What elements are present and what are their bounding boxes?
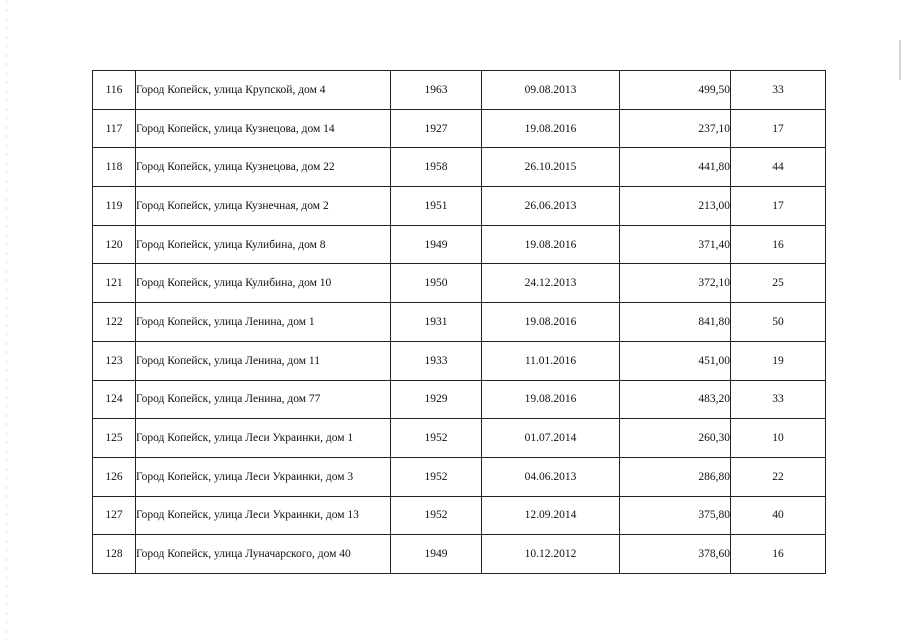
area-cell: 441,80 [620,148,731,187]
table-row [93,380,826,419]
address-cell: Город Копейск, улица Ленина, дом 11 [136,341,391,380]
date-cell: 11.01.2016 [482,341,620,380]
build-year-cell: 1950 [391,264,482,303]
table-row [93,225,826,264]
address-cell: Город Копейск, улица Ленина, дом 77 [136,380,391,419]
row-number-cell: 126 [93,457,136,496]
build-year-cell: 1951 [391,187,482,226]
address-cell: Город Копейск, улица Кузнечная, дом 2 [136,187,391,226]
area-cell: 372,10 [620,264,731,303]
build-year-cell: 1933 [391,341,482,380]
date-cell: 01.07.2014 [482,419,620,458]
row-number-cell: 125 [93,419,136,458]
row-number-cell: 124 [93,380,136,419]
table-row [93,341,826,380]
build-year-cell: 1931 [391,303,482,342]
area-cell: 213,00 [620,187,731,226]
row-number-cell: 119 [93,187,136,226]
date-cell: 04.06.2013 [482,457,620,496]
table-row [93,148,826,187]
address-cell: Город Копейск, улица Леси Украинки, дом 1 [136,419,391,458]
count-cell: 33 [731,380,826,419]
date-cell: 26.06.2013 [482,187,620,226]
date-cell: 24.12.2013 [482,264,620,303]
date-cell: 19.08.2016 [482,109,620,148]
row-number-cell: 127 [93,496,136,535]
area-cell: 286,80 [620,457,731,496]
count-cell: 16 [731,535,826,574]
row-number-cell: 118 [93,148,136,187]
table-row [93,496,826,535]
registry-table-body [93,71,826,574]
table-row [93,71,826,110]
scan-edge-right [899,40,901,80]
date-cell: 19.08.2016 [482,225,620,264]
area-cell: 260,30 [620,419,731,458]
count-cell: 33 [731,71,826,110]
area-cell: 841,80 [620,303,731,342]
build-year-cell: 1952 [391,496,482,535]
address-cell: Город Копейск, улица Кулибина, дом 8 [136,225,391,264]
area-cell: 451,00 [620,341,731,380]
scan-edge-left [6,0,7,640]
table-row [93,187,826,226]
address-cell: Город Копейск, улица Кузнецова, дом 22 [136,148,391,187]
area-cell: 237,10 [620,109,731,148]
count-cell: 16 [731,225,826,264]
build-year-cell: 1952 [391,457,482,496]
count-cell: 17 [731,109,826,148]
row-number-cell: 117 [93,109,136,148]
count-cell: 19 [731,341,826,380]
row-number-cell: 120 [93,225,136,264]
table-row [93,419,826,458]
table-row [93,109,826,148]
housing-registry-table [92,70,826,574]
area-cell: 371,40 [620,225,731,264]
build-year-cell: 1949 [391,225,482,264]
date-cell: 10.12.2012 [482,535,620,574]
count-cell: 50 [731,303,826,342]
row-number-cell: 128 [93,535,136,574]
address-cell: Город Копейск, улица Леси Украинки, дом 13 [136,496,391,535]
address-cell: Город Копейск, улица Кузнецова, дом 14 [136,109,391,148]
count-cell: 25 [731,264,826,303]
count-cell: 40 [731,496,826,535]
date-cell: 19.08.2016 [482,303,620,342]
build-year-cell: 1963 [391,71,482,110]
build-year-cell: 1927 [391,109,482,148]
build-year-cell: 1958 [391,148,482,187]
address-cell: Город Копейск, улица Ленина, дом 1 [136,303,391,342]
build-year-cell: 1929 [391,380,482,419]
date-cell: 12.09.2014 [482,496,620,535]
table-row [93,535,826,574]
address-cell: Город Копейск, улица Крупской, дом 4 [136,71,391,110]
build-year-cell: 1952 [391,419,482,458]
area-cell: 375,80 [620,496,731,535]
count-cell: 17 [731,187,826,226]
row-number-cell: 123 [93,341,136,380]
date-cell: 26.10.2015 [482,148,620,187]
row-number-cell: 121 [93,264,136,303]
build-year-cell: 1949 [391,535,482,574]
table-row [93,303,826,342]
date-cell: 19.08.2016 [482,380,620,419]
table-row [93,457,826,496]
row-number-cell: 116 [93,71,136,110]
area-cell: 499,50 [620,71,731,110]
address-cell: Город Копейск, улица Кулибина, дом 10 [136,264,391,303]
area-cell: 483,20 [620,380,731,419]
area-cell: 378,60 [620,535,731,574]
date-cell: 09.08.2013 [482,71,620,110]
count-cell: 10 [731,419,826,458]
row-number-cell: 122 [93,303,136,342]
count-cell: 44 [731,148,826,187]
address-cell: Город Копейск, улица Леси Украинки, дом 3 [136,457,391,496]
address-cell: Город Копейск, улица Луначарского, дом 40 [136,535,391,574]
table-row [93,264,826,303]
count-cell: 22 [731,457,826,496]
